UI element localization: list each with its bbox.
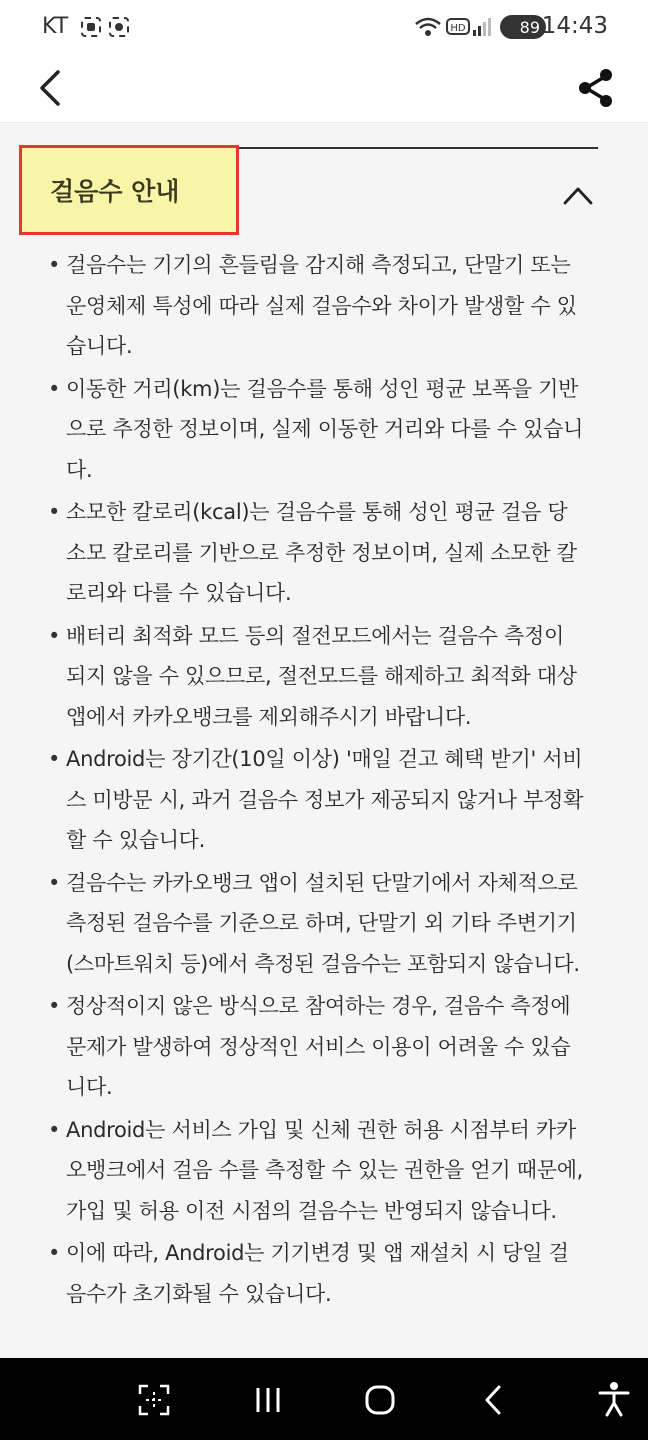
- svg-text:HD: HD: [450, 23, 466, 34]
- notice-text: 배터리 최적화 모드 등의 절전모드에서는 걸음수 측정이 되지 않을 수 있으므로, 절전모드를 해제하고 최적화 대상 앱에서 카카오뱅크를 제외해주시기 바랍니다.: [66, 623, 577, 729]
- home-icon: [358, 1378, 402, 1422]
- collapse-button[interactable]: [562, 183, 594, 207]
- bullet: •: [48, 870, 61, 895]
- bullet: •: [48, 747, 61, 771]
- accessibility-icon: [592, 1378, 636, 1422]
- bullet: •: [48, 1241, 61, 1265]
- notice-item: [48, 739, 588, 861]
- notice-text: 걸음수는 카카오뱅크 앱이 설치된 단말기에서 자체적으로 측정된 걸음수를 기준으로 하며, 단말기 외 기타 주변기기(스마트워치 등)에서 측정된 걸음수는 포함되지 않습니다.: [66, 870, 580, 976]
- signal-icon: [472, 16, 492, 38]
- content-area[interactable]: [0, 123, 648, 1358]
- chevron-left-icon: [30, 62, 74, 114]
- notice-text: 이동한 거리(km)는 걸음수를 통해 성인 평균 보폭을 기반으로 추정한 정보이며, 실제 이동한 거리와 다를 수 있습니다.: [66, 376, 584, 482]
- nav-accessibility-button[interactable]: [592, 1378, 636, 1422]
- nav-back-button[interactable]: [472, 1378, 516, 1422]
- bullet: •: [48, 623, 61, 648]
- share-button[interactable]: [572, 64, 620, 112]
- notice-item: [48, 863, 588, 985]
- nav-recent-apps-button[interactable]: [246, 1378, 290, 1422]
- notice-text: Android는 서비스 가입 및 신체 권한 허용 시점부터 카카오뱅크에서 걸음 수를 측정할 수 있는 권한을 얻기 때문에, 가입 및 허용 이전 시점의 걸음수는 반영되지 않습니다.: [66, 1117, 584, 1223]
- app-bar: [0, 56, 648, 123]
- bullet: •: [48, 500, 61, 524]
- wifi-icon: [414, 16, 442, 38]
- notice-item: [48, 369, 588, 491]
- bullet: •: [48, 994, 61, 1018]
- notice-text: Android는 장기간(10일 이상) '매일 걷고 혜택 받기' 서비스 미방문 시, 과거 걸음수 정보가 제공되지 않거나 부정확할 수 있습니다.: [66, 747, 584, 852]
- notice-item: [48, 986, 588, 1108]
- nav-home-button[interactable]: [358, 1378, 402, 1422]
- notice-list: [48, 245, 588, 1316]
- status-bar: [0, 0, 648, 56]
- hd-voice-icon: [446, 16, 470, 38]
- clock: 14:43: [541, 13, 608, 39]
- notice-text: 이에 따라, Android는 기기변경 및 앱 재설치 시 당일 걸음수가 초기화될 수 있습니다.: [66, 1241, 569, 1306]
- share-icon: [572, 64, 620, 112]
- notice-item: [48, 1233, 588, 1314]
- screenshot-icon: [108, 16, 130, 38]
- battery-level: 89: [519, 17, 540, 37]
- bullet: •: [48, 253, 61, 277]
- notice-text: 소모한 칼로리(kcal)는 걸음수를 통해 성인 평균 걸음 당 소모 칼로리를 기반으로 추정한 정보이며, 실제 소모한 칼로리와 다를 수 있습니다.: [66, 500, 577, 605]
- section-title: 걸음수 안내: [22, 148, 236, 232]
- recent-apps-icon: [246, 1378, 290, 1422]
- screenshot-icon: [132, 1378, 176, 1422]
- notice-item: [48, 616, 588, 738]
- carrier-label: KT: [42, 14, 69, 39]
- nav-screenshot-button[interactable]: [132, 1378, 176, 1422]
- battery-indicator: [500, 15, 546, 39]
- bullet: •: [48, 376, 61, 401]
- system-nav-bar: [0, 1358, 648, 1440]
- notice-item: [48, 245, 588, 367]
- notice-item: [48, 1110, 588, 1232]
- notice-item: [48, 492, 588, 614]
- back-icon: [472, 1378, 516, 1422]
- bullet: •: [48, 1117, 61, 1142]
- notice-text: 걸음수는 기기의 흔들림을 감지해 측정되고, 단말기 또는 운영체제 특성에 따라 실제 걸음수와 차이가 발생할 수 있습니다.: [66, 253, 577, 358]
- notice-text: 정상적이지 않은 방식으로 참여하는 경우, 걸음수 측정에 문제가 발생하여 정상적인 서비스 이용이 어려울 수 있습니다.: [66, 994, 571, 1099]
- chevron-up-icon: [562, 183, 594, 207]
- back-button[interactable]: [30, 62, 74, 114]
- screen-record-icon: [80, 16, 102, 38]
